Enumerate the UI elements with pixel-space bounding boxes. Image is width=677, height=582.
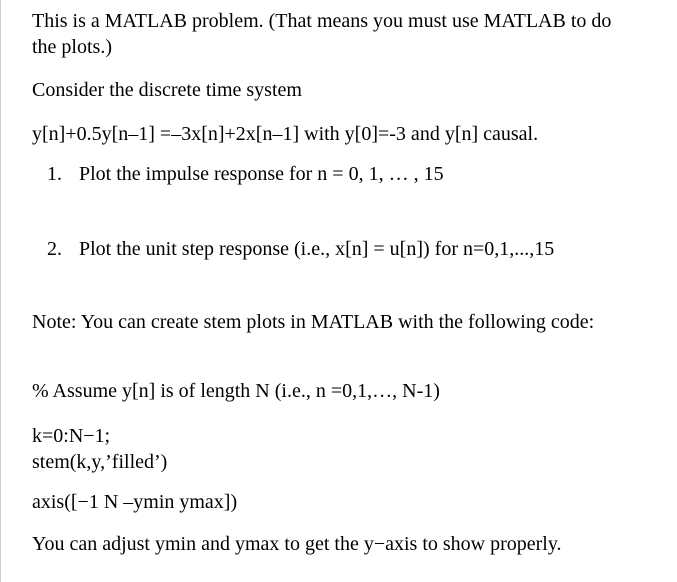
closing-sentence: You can adjust ymin and ymax to get the y−axis to show properly. (32, 533, 562, 555)
code-line-1: k=0:N−1; (32, 425, 111, 447)
code-comment: % Assume y[n] is of length N (i.e., n =0,1,…, N-1) (32, 380, 440, 402)
consider-sentence: Consider the discrete time system (32, 79, 302, 101)
task-number: 1. (47, 163, 62, 185)
code-line-2: stem(k,y,’filled’) (32, 451, 168, 473)
code-line-3: axis([−1 N –ymin ymax]) (32, 491, 238, 513)
task-text: Plot the impulse response for n = 0, 1, … , 15 (79, 163, 444, 185)
task-number: 2. (47, 238, 62, 260)
intro-line-1: This is a MATLAB problem. (That means you must use MATLAB to do (32, 10, 612, 32)
intro-line-2: the plots.) (32, 36, 112, 58)
system-equation: y[n]+0.5y[n–1] =–3x[n]+2x[n–1] with y[0]=-3 and y[n] causal. (32, 123, 539, 145)
note-sentence: Note: You can create stem plots in MATLAB with the following code: (32, 311, 595, 333)
task-text: Plot the unit step response (i.e., x[n] = u[n]) for n=0,1,...,15 (79, 238, 555, 260)
